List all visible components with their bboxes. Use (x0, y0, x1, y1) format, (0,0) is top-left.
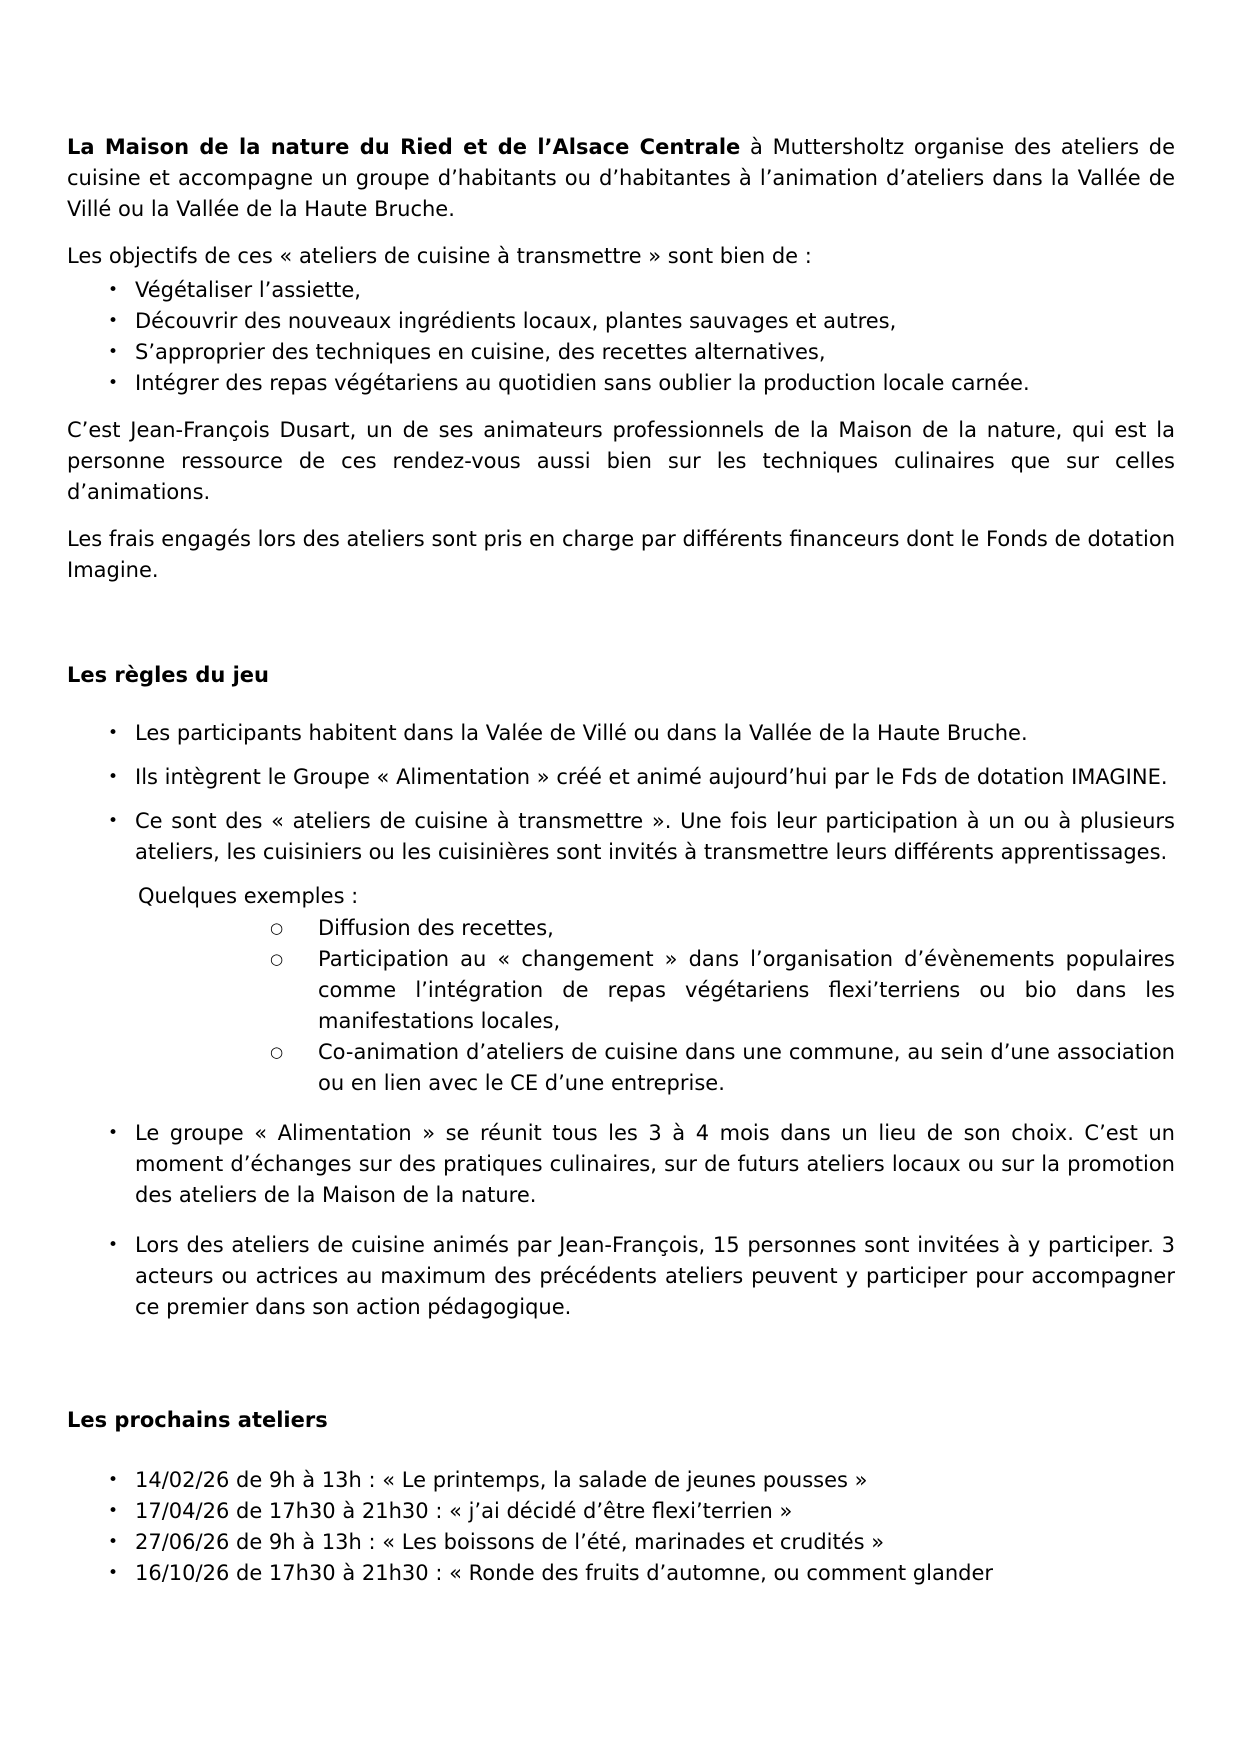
rules-list (67, 718, 1175, 868)
list-item (67, 944, 1175, 1037)
list-item (67, 718, 1175, 749)
workshops-heading: Les prochains ateliers (67, 1408, 328, 1432)
list-item (67, 762, 1175, 793)
examples-list (67, 913, 1175, 1099)
list-item-text: 17/04/26 de 17h30 à 21h30 : « j’ai décidé d’être flexi’terrien » (135, 1499, 793, 1523)
animator-paragraph: C’est Jean-François Dusart, un de ses animateurs professionnels de la Maison de la nature, qui est la personne ressource de ces rendez-vous aussi bien sur les techniques culinaires que sur celles d’animations. (67, 418, 1175, 504)
list-item-text: Le groupe « Alimentation » se réunit tous les 3 à 4 mois dans un lieu de son choix. C’est un moment d’échanges sur des pratiques culinaires, sur de futurs ateliers locaux ou sur la promotion des ateliers de la Maison de la nature. (135, 1121, 1175, 1207)
intro-rest-text: à Muttersholtz organise des ateliers de cuisine et accompagne un groupe d’habitants ou d’habitantes à l’animation d’ateliers dans la Vallée de Villé ou la Vallée de la Haute Bruche. (67, 135, 1175, 221)
bullet-icon: • (108, 1470, 119, 1490)
list-item (67, 368, 1175, 399)
list-item-text: Lors des ateliers de cuisine animés par Jean-François, 15 personnes sont invitées à y participer. 3 acteurs ou actrices au maximum des précédents ateliers peuvent y participer pour accompagner ce premier dans son action pédagogique. (135, 1233, 1175, 1319)
list-item-text: Les participants habitent dans la Valée de Villé ou dans la Vallée de la Haute Bruche. (135, 721, 1028, 745)
list-item-text: 14/02/26 de 9h à 13h : « Le printemps, la salade de jeunes pousses » (135, 1468, 868, 1492)
objectives-lead: Les objectifs de ces « ateliers de cuisine à transmettre » sont bien de : (67, 244, 812, 268)
list-item (67, 275, 1175, 306)
list-item (67, 1465, 1175, 1496)
list-item-text: Ce sont des « ateliers de cuisine à transmettre ». Une fois leur participation à un ou à plusieurs ateliers, les cuisiniers ou les cuisinières sont invités à transmettre leurs différents apprentissages. (135, 809, 1175, 864)
bullet-icon: • (108, 280, 119, 300)
bullet-icon: • (108, 373, 119, 393)
bullet-icon: • (108, 811, 119, 831)
bullet-icon: • (108, 342, 119, 362)
bullet-icon: • (108, 1235, 119, 1255)
list-item-text: Co-animation d’ateliers de cuisine dans une commune, au sein d’une association ou en lien avec le CE d’une entreprise. (318, 1040, 1175, 1095)
list-item (67, 1037, 1175, 1099)
intro-bold-text: La Maison de la nature du Ried et de l’Alsace Centrale (67, 135, 741, 159)
funding-paragraph: Les frais engagés lors des ateliers sont pris en charge par différents financeurs dont le Fonds de dotation Imagine. (67, 527, 1175, 582)
list-item-text: 27/06/26 de 9h à 13h : « Les boissons de l’été, marinades et crudités » (135, 1530, 885, 1554)
list-item (67, 1118, 1175, 1211)
list-item-text: Diffusion des recettes, (318, 916, 554, 940)
list-item (67, 1558, 1175, 1589)
list-item-text: Végétaliser l’assiette, (135, 278, 361, 302)
examples-label: Quelques exemples : (138, 884, 359, 908)
circle-bullet-icon: ○ (270, 919, 284, 937)
bullet-icon: • (108, 311, 119, 331)
list-item-text: Ils intègrent le Groupe « Alimentation » créé et animé aujourd’hui par le Fds de dotation IMAGINE. (135, 765, 1168, 789)
list-item-text: S’approprier des techniques en cuisine, des recettes alternatives, (135, 340, 826, 364)
list-item (67, 337, 1175, 368)
list-item (67, 1230, 1175, 1323)
list-item-text: Intégrer des repas végétariens au quotidien sans oublier la production locale carnée. (135, 371, 1030, 395)
list-item (67, 806, 1175, 868)
bullet-icon: • (108, 767, 119, 787)
list-item-text: 16/10/26 de 17h30 à 21h30 : « Ronde des fruits d’automne, ou comment glander (135, 1561, 994, 1585)
bullet-icon: • (108, 1532, 119, 1552)
bullet-icon: • (108, 723, 119, 743)
list-item (67, 913, 1175, 944)
list-item-text: Participation au « changement » dans l’organisation d’évènements populaires comme l’intégration de repas végétariens flexi’terriens ou bio dans les manifestations locales, (318, 947, 1175, 1033)
list-item (67, 1527, 1175, 1558)
intro-paragraph (67, 132, 1175, 225)
objectives-list (67, 275, 1175, 399)
bullet-icon: • (108, 1563, 119, 1583)
bullet-icon: • (108, 1501, 119, 1521)
list-item-text: Découvrir des nouveaux ingrédients locaux, plantes sauvages et autres, (135, 309, 897, 333)
workshops-list (67, 1465, 1175, 1589)
circle-bullet-icon: ○ (270, 950, 284, 968)
rules-heading: Les règles du jeu (67, 663, 270, 687)
rules-list-continued (67, 1118, 1175, 1323)
list-item (67, 306, 1175, 337)
bullet-icon: • (108, 1123, 119, 1143)
circle-bullet-icon: ○ (270, 1043, 284, 1061)
list-item (67, 1496, 1175, 1527)
